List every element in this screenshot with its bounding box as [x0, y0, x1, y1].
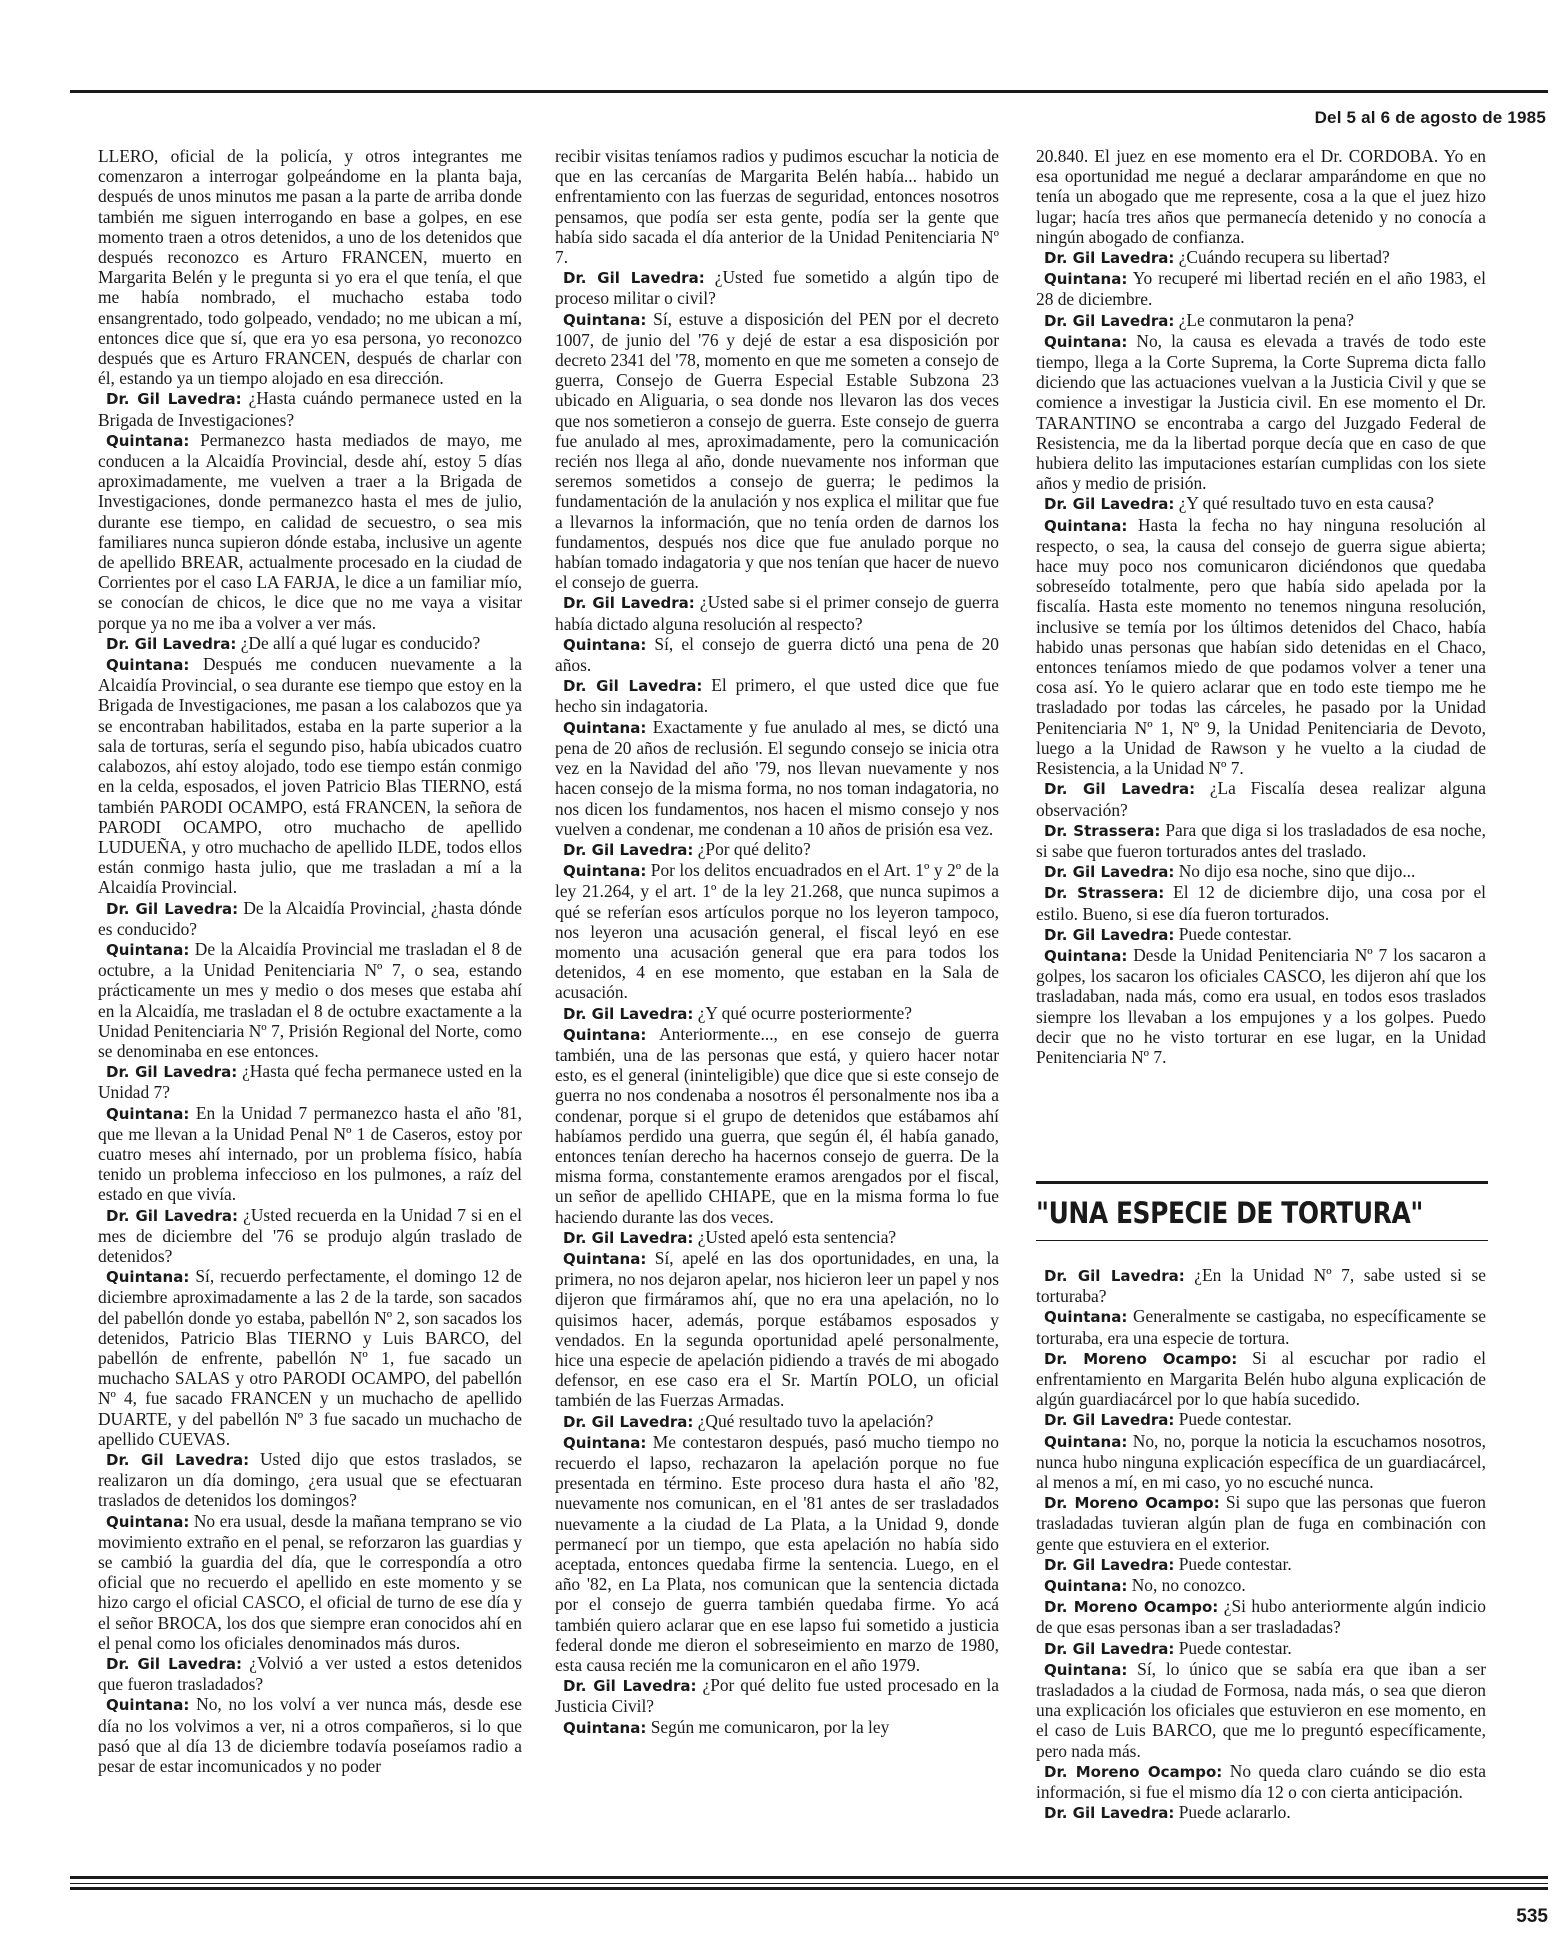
speaker-label: Quintana: [1044, 1577, 1128, 1596]
testimony-text: Si supo que las personas que fueron trasladadas tuvieran algún plan de fuga en combinación con gente que estuviera en el exterior. [1036, 1492, 1486, 1554]
testimony-paragraph [1036, 1596, 1486, 1637]
speaker-label: Dr. Gil Lavedra: [563, 594, 695, 613]
testimony-paragraph [1036, 1761, 1486, 1802]
speaker-label: Dr. Gil Lavedra: [106, 1063, 238, 1082]
testimony-paragraph [1036, 778, 1486, 819]
testimony-text: ¿Cuándo recupera su libertad? [1174, 247, 1390, 268]
header-date: Del 5 al 6 de agosto de 1985 [1314, 108, 1546, 127]
testimony-text: En la Unidad 7 permanezco hasta el año '81, que me llevan a la Unidad Penal Nº 1 de Caseros, estoy por cuatro meses ahí internado, por un problema físico, había tenido un problema infeccioso en los pulmones, a raíz del estado en que vivía. [98, 1102, 522, 1205]
testimony-text: ¿Usted apeló esta sentencia? [693, 1226, 897, 1247]
testimony-text: Hasta la fecha no hay ninguna resolución al respecto, o sea, la causa del consejo de guerra sigue abierta; hace muy poco nos comunicaron diciéndonos que quedaba sobreseído totalmente, pero que había sido apelada por la fiscalía. Hasta este momento no tenemos ninguna resolución, inclusive se temía por los últimos detenidos del Chaco, había habido unas personas que habían sido detenidas en el Chaco, entonces teníamos miedo de que podamos volver a tener una cosa así. Yo le quiero aclarar que en todo este tiempo me he trasladado por todas las cárceles, he pasado por la Unidad Penitenciaria Nº 1, Nº 9, la Unidad Penitenciaria de Devoto, luego a la Unidad de Rawson y he vuelto a la ciudad de Resistencia, a la Unidad Nº 7. [1036, 514, 1486, 779]
testimony-paragraph [98, 388, 522, 429]
testimony-paragraph [1036, 1265, 1486, 1306]
speaker-label: Dr. Gil Lavedra: [1044, 925, 1175, 944]
speaker-label: Quintana: [563, 310, 647, 329]
testimony-text: Generalmente se castigaba, no específicamente se torturaba, era una especie de tortura. [1036, 1306, 1486, 1348]
testimony-paragraph [1036, 1659, 1486, 1761]
testimony-text: Puede contestar. [1174, 1409, 1292, 1430]
testimony-paragraph [555, 675, 999, 716]
testimony-text: De la Alcaidía Provincial me trasladan el 8 de octubre, a la Unidad Penitenciaria Nº 7, o sea, estando prácticamente un mes y medio o dos meses que estaba ahí en la Alcaidía, me trasladan el 8 de octubre exactamente a la Unidad Penitenciaria Nº 7, Prisión Regional del Norte, como se denominaba en ese entonces. [98, 938, 522, 1061]
testimony-text: ¿Volvió a ver usted a estos detenidos que fueron trasladados? [98, 1653, 522, 1695]
testimony-paragraph [555, 267, 999, 308]
testimony-paragraph [555, 1003, 999, 1024]
testimony-text: Exactamente y fue anulado al mes, se dictó una pena de 20 años de reclusión. El segundo consejo se inicia otra vez en la Navidad del año '79, nos llevan nuevamente y nos hacen consejo de la misma forma, no nos toman indagatoria, no nos dicen los fundamentos, nos hacen el mismo consejo y nos vuelven a condenar, me condenan a 10 años de prisión esa vez. [555, 716, 999, 839]
column-1 [98, 146, 522, 1776]
testimony-paragraph [1036, 924, 1486, 945]
testimony-text: Sí, estuve a disposición del PEN por el decreto 1007, de junio del '76 y dejé de estar a esa disposición por decreto 2341 del '78, momento en que me someten a consejo de guerra, Consejo de Guerra Especial Estable Subzona 23 ubicado en Aliguaria, o sea donde nos llevaron las dos veces que nos sometieron a consejo de guerra. Este consejo de guerra fue anulado al mes, aproximadamente, pero la comunicación recién nos llega al año, donde nuevamente nos informan que seremos sometidos a consejo de guerra; le pedimos la fundamentación de la anulación y nos explica el militar que fue a llevarnos la información, que no tenía orden de darnos los fundamentos, después nos dice que fue anulado porque no habían tomado indagatoria y que nos tenían que hacer de nuevo el consejo de guerra. [555, 308, 999, 593]
testimony-paragraph [555, 717, 999, 839]
speaker-label: Quintana: [1044, 270, 1128, 289]
testimony-paragraph [1036, 310, 1486, 331]
page-number: 535 [1516, 1906, 1548, 1927]
speaker-label: Quintana: [1044, 332, 1128, 351]
footer-rule [70, 1876, 1548, 1879]
testimony-paragraph [1036, 945, 1486, 1067]
continued-paragraph: 20.840. El juez en ese momento era el Dr. CORDOBA. Yo en esa oportunidad me negué a declarar amparándome en que no tenía un abogado que me represente, cosa a la que el juez hizo lugar; hacía tres años que permanecía detenido y no conocía a ningún abogado de confianza. [1036, 146, 1486, 247]
speaker-label: Dr. Gil Lavedra: [563, 840, 694, 859]
speaker-label: Dr. Strassera: [1044, 884, 1165, 903]
testimony-text: Puede aclararlo. [1174, 1802, 1291, 1823]
speaker-label: Dr. Moreno Ocampo: [1044, 1762, 1223, 1781]
testimony-text: ¿Usted sabe si el primer consejo de guerra había dictado alguna resolución al respecto? [555, 592, 999, 634]
testimony-text: Puede contestar. [1174, 923, 1292, 944]
testimony-paragraph [1036, 861, 1486, 882]
testimony-paragraph [555, 860, 999, 1002]
testimony-paragraph [1036, 268, 1486, 309]
testimony-text: Si al escuchar por radio el enfrentamiento en Margarita Belén hubo alguna explicación de algún guardiacárcel por lo que había sucedido. [1036, 1347, 1486, 1410]
testimony-text: Sí, recuerdo perfectamente, el domingo 12 de diciembre aproximadamente a las 2 de la tarde, son sacados del pabellón donde yo estaba, pabellón Nº 2, son sacados los detenidos, Patricio Blas TIERNO y Luis BARCO, del pabellón de enfrente, pabellón Nº 1, fue sacado un muchacho SALAS y otro PARODI OCAMPO, del pabellón Nº 4, fue sacado FRANCEN y un muchacho de apellido DUARTE, y del pabellón Nº 3 fue sacado un muchacho de apellido CUEVAS. [98, 1266, 522, 1449]
speaker-label: Dr. Gil Lavedra: [106, 634, 237, 653]
testimony-paragraph [555, 1248, 999, 1411]
testimony-paragraph [555, 1227, 999, 1248]
speaker-label: Dr. Gil Lavedra: [106, 899, 239, 918]
testimony-text: Me contestaron después, pasó mucho tiempo no recuerdo el lapso, rechazaron la apelación porque no fue presentada en término. Este proceso dura hasta el año '82, nuevamente nos comunican, en el '81 antes de ser trasladados nuevamente a la ciudad de La Plata, a la Unidad 9, donde permanecí por un tiempo, que esta apelación no había sido aceptada, entonces quedaba firme la sentencia. Luego, en el año '82, en La Plata, nos comunican que la sentencia dictada por el consejo de guerra también quedaba firme. Yo acá también quiero aclarar que en ese lapso fui sometido a justicia federal donde me dieron el sobreseimiento en marzo de 1980, esta causa recién me la comunicaron en el año 1979. [555, 1431, 999, 1676]
testimony-text: El primero, el que usted dice que fue hecho sin indagatoria. [555, 675, 999, 717]
speaker-label: Dr. Moreno Ocampo: [1044, 1349, 1238, 1368]
speaker-label: Dr. Gil Lavedra: [106, 390, 242, 409]
testimony-paragraph [1036, 1575, 1486, 1596]
testimony-paragraph [1036, 1431, 1486, 1493]
testimony-paragraph [1036, 1638, 1486, 1659]
testimony-text: Sí, el consejo de guerra dictó una pena de 20 años. [555, 633, 999, 676]
testimony-paragraph [98, 633, 522, 654]
testimony-paragraph [98, 1061, 522, 1102]
speaker-label: Quintana: [1044, 1660, 1128, 1679]
speaker-label: Dr. Moreno Ocampo: [1044, 1598, 1219, 1617]
speaker-label: Dr. Gil Lavedra: [1044, 1555, 1175, 1574]
speaker-label: Dr. Gil Lavedra: [1044, 249, 1175, 268]
testimony-paragraph [98, 1103, 522, 1205]
testimony-text: Permanezco hasta mediados de mayo, me conducen a la Alcaidía Provincial, desde ahí, estoy 5 días aproximadamente, me vuelven a traer a la Brigada de Investigaciones, donde permanezco hasta el mes de julio, durante ese tiempo, en calidad de secuestro, o sea mis familiares nunca supieron dónde estaba, inclusive un agente de apellido BREAR, actualmente procesado en la ciudad de Corrientes por el caso LA FARJA, le dice a un familiar mío, se conocían de chicos, le dice que no me vaya a visitar porque ya no me iba a volver a ver más. [98, 429, 522, 633]
testimony-paragraph [555, 309, 999, 593]
speaker-label: Quintana: [563, 862, 647, 881]
testimony-text: Sí, lo único que se sabía era que iban a ser trasladados a la ciudad de Formosa, nada más, o sea que dieron una explicación los oficiales que estuvieron en ese momento, en el caso de Luis BARCO, que me lo preguntó específicamente, pero nada más. [1036, 1658, 1486, 1761]
testimony-text: De la Alcaidía Provincial, ¿hasta dónde es conducido? [98, 897, 522, 939]
speaker-label: Quintana: [563, 635, 647, 654]
testimony-text: Yo recuperé mi libertad recién en el año 1983, el 28 de diciembre. [1036, 268, 1486, 310]
speaker-label: Dr. Gil Lavedra: [106, 1655, 243, 1674]
testimony-paragraph [1036, 515, 1486, 779]
testimony-paragraph [555, 1411, 999, 1432]
speaker-label: Quintana: [1044, 946, 1128, 965]
testimony-paragraph [98, 1653, 522, 1694]
testimony-paragraph [1036, 1348, 1486, 1410]
testimony-text: ¿Qué resultado tuvo la apelación? [693, 1410, 934, 1431]
footer-rule-thin [70, 1883, 1548, 1884]
testimony-text: ¿Hasta cuándo permanece usted en la Brigada de Investigaciones? [98, 388, 522, 430]
speaker-label: Quintana: [106, 1104, 190, 1123]
continued-paragraph: LLERO, oficial de la policía, y otros integrantes me comenzaron a interrogar golpeándome en la planta baja, después de unos minutos me pasan a la parte de arriba donde también me siguen interrogando en base a golpes, en ese momento traen a otros detenidos, a uno de los detenidos que después reconozco es Arturo FRANCEN, muerto en Margarita Belén y le pregunta si yo era el que tenía, el que me había nombrado, el muchacho estaba todo ensangrentado, todo golpeado, vendado; no me ubican a mí, entonces dice que sí, que era yo esa persona, yo reconozco después que es Arturo FRANCEN, después de charlar con él, estando ya un tiempo alojado en esa dirección. [98, 146, 522, 389]
testimony-paragraph [1036, 247, 1486, 268]
testimony-text: ¿Y qué ocurre posteriormente? [693, 1002, 912, 1023]
speaker-label: Dr. Moreno Ocampo: [1044, 1494, 1220, 1513]
column-3-section [1036, 1265, 1486, 1823]
speaker-label: Dr. Gil Lavedra: [563, 1412, 694, 1431]
column-3 [1036, 146, 1486, 1067]
testimony-text: ¿De allí a qué lugar es conducido? [236, 632, 481, 653]
testimony-paragraph [98, 1694, 522, 1776]
speaker-label: Quintana: [563, 718, 647, 737]
testimony-paragraph [98, 898, 522, 939]
speaker-label: Quintana: [106, 431, 190, 450]
speaker-label: Dr. Gil Lavedra: [1044, 1639, 1175, 1658]
speaker-label: Quintana: [563, 1249, 647, 1268]
testimony-paragraph [555, 1024, 999, 1227]
testimony-text: ¿Y qué resultado tuvo en esta causa? [1174, 493, 1434, 514]
speaker-label: Dr. Gil Lavedra: [1044, 780, 1196, 799]
testimony-paragraph [98, 939, 522, 1061]
speaker-label: Dr. Gil Lavedra: [563, 269, 705, 288]
speaker-label: Dr. Gil Lavedra: [106, 1206, 238, 1225]
testimony-text: Desde la Unidad Penitenciaria Nº 7 los sacaron a golpes, los sacaron los oficiales CASCO, les dijeron ahí que los trasladaban, nada más, como era usual, en todos esos traslados siempre los llevaban a los empujones y a los golpes. Puedo decir que no he visto torturar en ese lugar, en la Unidad Penitenciaria Nº 7. [1036, 944, 1486, 1067]
testimony-paragraph [1036, 882, 1486, 923]
testimony-text: ¿Le conmutaron la pena? [1174, 309, 1354, 330]
testimony-text: Después me conducen nuevamente a la Alcaidía Provincial, o sea durante ese tiempo que estoy en la Brigada de Investigaciones, me pasan a los calabozos que ya se encontraban habilitados, estaba en la parte superior a la sala de torturas, sería el segundo piso, había ubicados cuatro calabozos, ahí estoy alojado, todo ese tiempo están conmigo en la celda, esposados, el joven Patricio Blas TIERNO, está también PARODI OCAMPO, está FRANCEN, la señora de PARODI OCAMPO, otro muchacho de apellido LUDUEÑA, y otro muchacho de apellido ILDE, todos ellos están conmigo hasta julio, que me trasladan a mí a la Alcaidía Provincial. [98, 654, 522, 898]
header-rule [70, 90, 1548, 93]
speaker-label: Quintana: [1044, 516, 1128, 535]
speaker-label: Dr. Gil Lavedra: [1044, 863, 1175, 882]
speaker-label: Quintana: [106, 656, 190, 675]
section-heading: "UNA ESPECIE DE TORTURA" [1036, 1196, 1423, 1230]
testimony-paragraph [555, 634, 999, 675]
testimony-paragraph [98, 654, 522, 897]
speaker-label: Dr. Gil Lavedra: [563, 1677, 697, 1696]
testimony-paragraph [1036, 1554, 1486, 1575]
testimony-text: ¿Usted fue sometido a algún tipo de proceso militar o civil? [555, 267, 999, 309]
speaker-label: Quintana: [1044, 1432, 1128, 1451]
speaker-label: Dr. Gil Lavedra: [106, 1451, 250, 1469]
testimony-text: No, no conozco. [1127, 1575, 1246, 1596]
testimony-paragraph [555, 592, 999, 633]
testimony-paragraph [1036, 1306, 1486, 1347]
testimony-paragraph [555, 1432, 999, 1675]
speaker-label: Dr. Gil Lavedra: [563, 1228, 694, 1247]
testimony-text: No queda claro cuándo se dio esta información, si fue el mismo día 12 o con cierta anticipación. [1036, 1760, 1486, 1803]
testimony-text: No era usual, desde la mañana temprano se vio movimiento extraño en el penal, se reforzaron las guardias y se cambió la guardia del día, que le correspondía a otro oficial que no recuerdo el apellido en este momento y se hizo cargo el oficial CASCO, el oficial de turno de ese día y el señor BROCA, los dos que siempre eran conocidos ahí en el penal como los oficiales denominados más duros. [98, 1510, 522, 1653]
column-2 [555, 146, 999, 1738]
testimony-text: Para que diga si los trasladados de esa noche, si sabe que fueron torturados antes del traslado. [1036, 819, 1487, 861]
testimony-text: No, no los volví a ver nunca más, desde ese día no los volvimos a ver, ni a otros compañeros, si lo que pasó que al día 13 de diciembre todavía poseíamos radio a pesar de estar incomunicados y no poder [98, 1694, 522, 1777]
speaker-label: Quintana: [563, 1025, 647, 1044]
speaker-label: Dr. Gil Lavedra: [1044, 1411, 1175, 1430]
testimony-paragraph [98, 1266, 522, 1449]
testimony-paragraph [1036, 820, 1486, 861]
section-heading-rule-top [1036, 1181, 1488, 1184]
testimony-text: Usted dijo que estos traslados, se realizaron un día domingo, ¿era usual que se efectuaran traslados de detenidos los domingos? [98, 1449, 522, 1511]
speaker-label: Quintana: [106, 940, 190, 959]
speaker-label: Dr. Gil Lavedra: [1044, 495, 1175, 514]
testimony-paragraph [1036, 493, 1486, 514]
speaker-label: Dr. Gil Lavedra: [563, 1004, 694, 1023]
speaker-label: Quintana: [106, 1696, 190, 1715]
testimony-text: ¿Por qué delito? [693, 838, 811, 859]
testimony-text: Por los delitos encuadrados en el Art. 1º y 2º de la ley 21.264, y el art. 1º de la ley 21.268, que nunca supimos a qué se referían esos artículos porque no los leyeron tampoco, nos leyeron una acusación general, el fiscal leyó en ese momento una acusación general que era para todos los detenidos, 4 en ese momento, que estaban en la Sala de acusación. [555, 860, 999, 1003]
speaker-label: Quintana: [106, 1268, 190, 1287]
speaker-label: Quintana: [1044, 1308, 1128, 1327]
testimony-paragraph [555, 1675, 999, 1716]
speaker-label: Dr. Gil Lavedra: [563, 677, 703, 696]
speaker-label: Quintana: [563, 1718, 647, 1737]
testimony-text: Según me comunicaron, por la ley [646, 1716, 890, 1737]
testimony-text: El 12 de diciembre dijo, una cosa por el estilo. Bueno, si ese día fueron torturados. [1036, 882, 1487, 924]
speaker-label: Quintana: [106, 1512, 190, 1531]
testimony-text: Puede contestar. [1174, 1637, 1292, 1658]
testimony-text: ¿En la Unidad Nº 7, sabe usted si se torturaba? [1036, 1265, 1486, 1307]
testimony-text: ¿Usted recuerda en la Unidad 7 si en el mes de diciembre del '76 se produjo algún traslado de detenidos? [98, 1204, 522, 1266]
testimony-paragraph [555, 1717, 999, 1738]
speaker-label: Dr. Gil Lavedra: [1044, 1267, 1185, 1285]
speaker-label: Dr. Gil Lavedra: [1044, 311, 1175, 330]
testimony-text: ¿La Fiscalía desea realizar alguna observación? [1036, 778, 1486, 820]
testimony-text: Sí, apelé en las dos oportunidades, en una, la primera, no nos dejaron apelar, nos hicieron leer un papel y nos dijeron que firmáramos ahí, que no era una apelación, no lo quisimos hacer, además, porque estábamos esposados y vendados. En la segunda oportunidad apelé personalmente, hice una especie de apelación pidiendo a través de mi abogado defensor, en ese caso era el Sr. Martín POLO, un oficial también de las Fuerzas Armadas. [555, 1247, 999, 1411]
speaker-label: Dr. Strassera: [1044, 821, 1161, 840]
testimony-text: ¿Si hubo anteriormente algún indicio de que esas personas iban a ser trasladadas? [1036, 1596, 1487, 1638]
testimony-paragraph [98, 430, 522, 633]
testimony-paragraph [555, 839, 999, 860]
footer-rule-lower [70, 1887, 1548, 1890]
testimony-text: Anteriormente..., en ese consejo de guerra también, una de las personas que está, y quiero hacer notar esto, es el general (ininteligible) que dice que si este consejo de guerra no nos condenaba a nosotros él personalmente nos iba a condenar, porque si el grupo de detenidos que estábamos ahí habíamos perdido una guerra, que según él, él había ganado, entonces tenían derecho ha hacernos consejo de guerra. De la misma forma, constantemente eramos arengados por el fiscal, un señor de apellido CHIAPE, que en la misma forma lo fue haciendo durante las dos veces. [555, 1023, 999, 1227]
testimony-paragraph [98, 1205, 522, 1267]
speaker-label: Dr. Gil Lavedra: [1044, 1804, 1175, 1823]
continued-paragraph: recibir visitas teníamos radios y pudimos escuchar la noticia de que en las cercanías de Margarita Belén había... habido un enfrentamiento con las fuerzas de seguridad, entonces nosotros pensamos, que podía ser esta gente, podía ser la gente que había sido sacada el día anterior de la Unidad Penitenciaria Nº 7. [555, 146, 999, 268]
testimony-paragraph [98, 1511, 522, 1653]
testimony-paragraph [1036, 331, 1486, 494]
section-heading-rule-bottom [1036, 1240, 1488, 1241]
testimony-paragraph [1036, 1802, 1486, 1823]
testimony-paragraph [98, 1449, 522, 1511]
speaker-label: Quintana: [563, 1433, 647, 1452]
testimony-paragraph [1036, 1492, 1486, 1554]
testimony-text: No, no, porque la noticia la escuchamos nosotros, nunca hubo ninguna explicación específica de un guardiacárcel, al menos a mí, en mi caso, yo no escuché nunca. [1036, 1430, 1486, 1493]
testimony-text: No dijo esa noche, sino que dijo... [1174, 861, 1416, 882]
testimony-text: Puede contestar. [1174, 1553, 1292, 1574]
testimony-text: No, la causa es elevada a través de todo este tiempo, llega a la Corte Suprema, la Corte Suprema dicta fallo diciendo que las actuaciones vuelvan a la Justicia Civil y que se comience a investigar la Justicia civil. En ese momento el Dr. TARANTINO se encontraba a cargo del Juzgado Federal de Resistencia, me da la libertad porque decía que en caso de que hubiera delito las imputaciones estarían cumplidas con los siete años y medio de prisión. [1036, 330, 1486, 494]
testimony-paragraph [1036, 1409, 1486, 1430]
testimony-text: ¿Por qué delito fue usted procesado en la Justicia Civil? [555, 1675, 1000, 1717]
testimony-text: ¿Hasta qué fecha permanece usted en la Unidad 7? [98, 1061, 522, 1103]
